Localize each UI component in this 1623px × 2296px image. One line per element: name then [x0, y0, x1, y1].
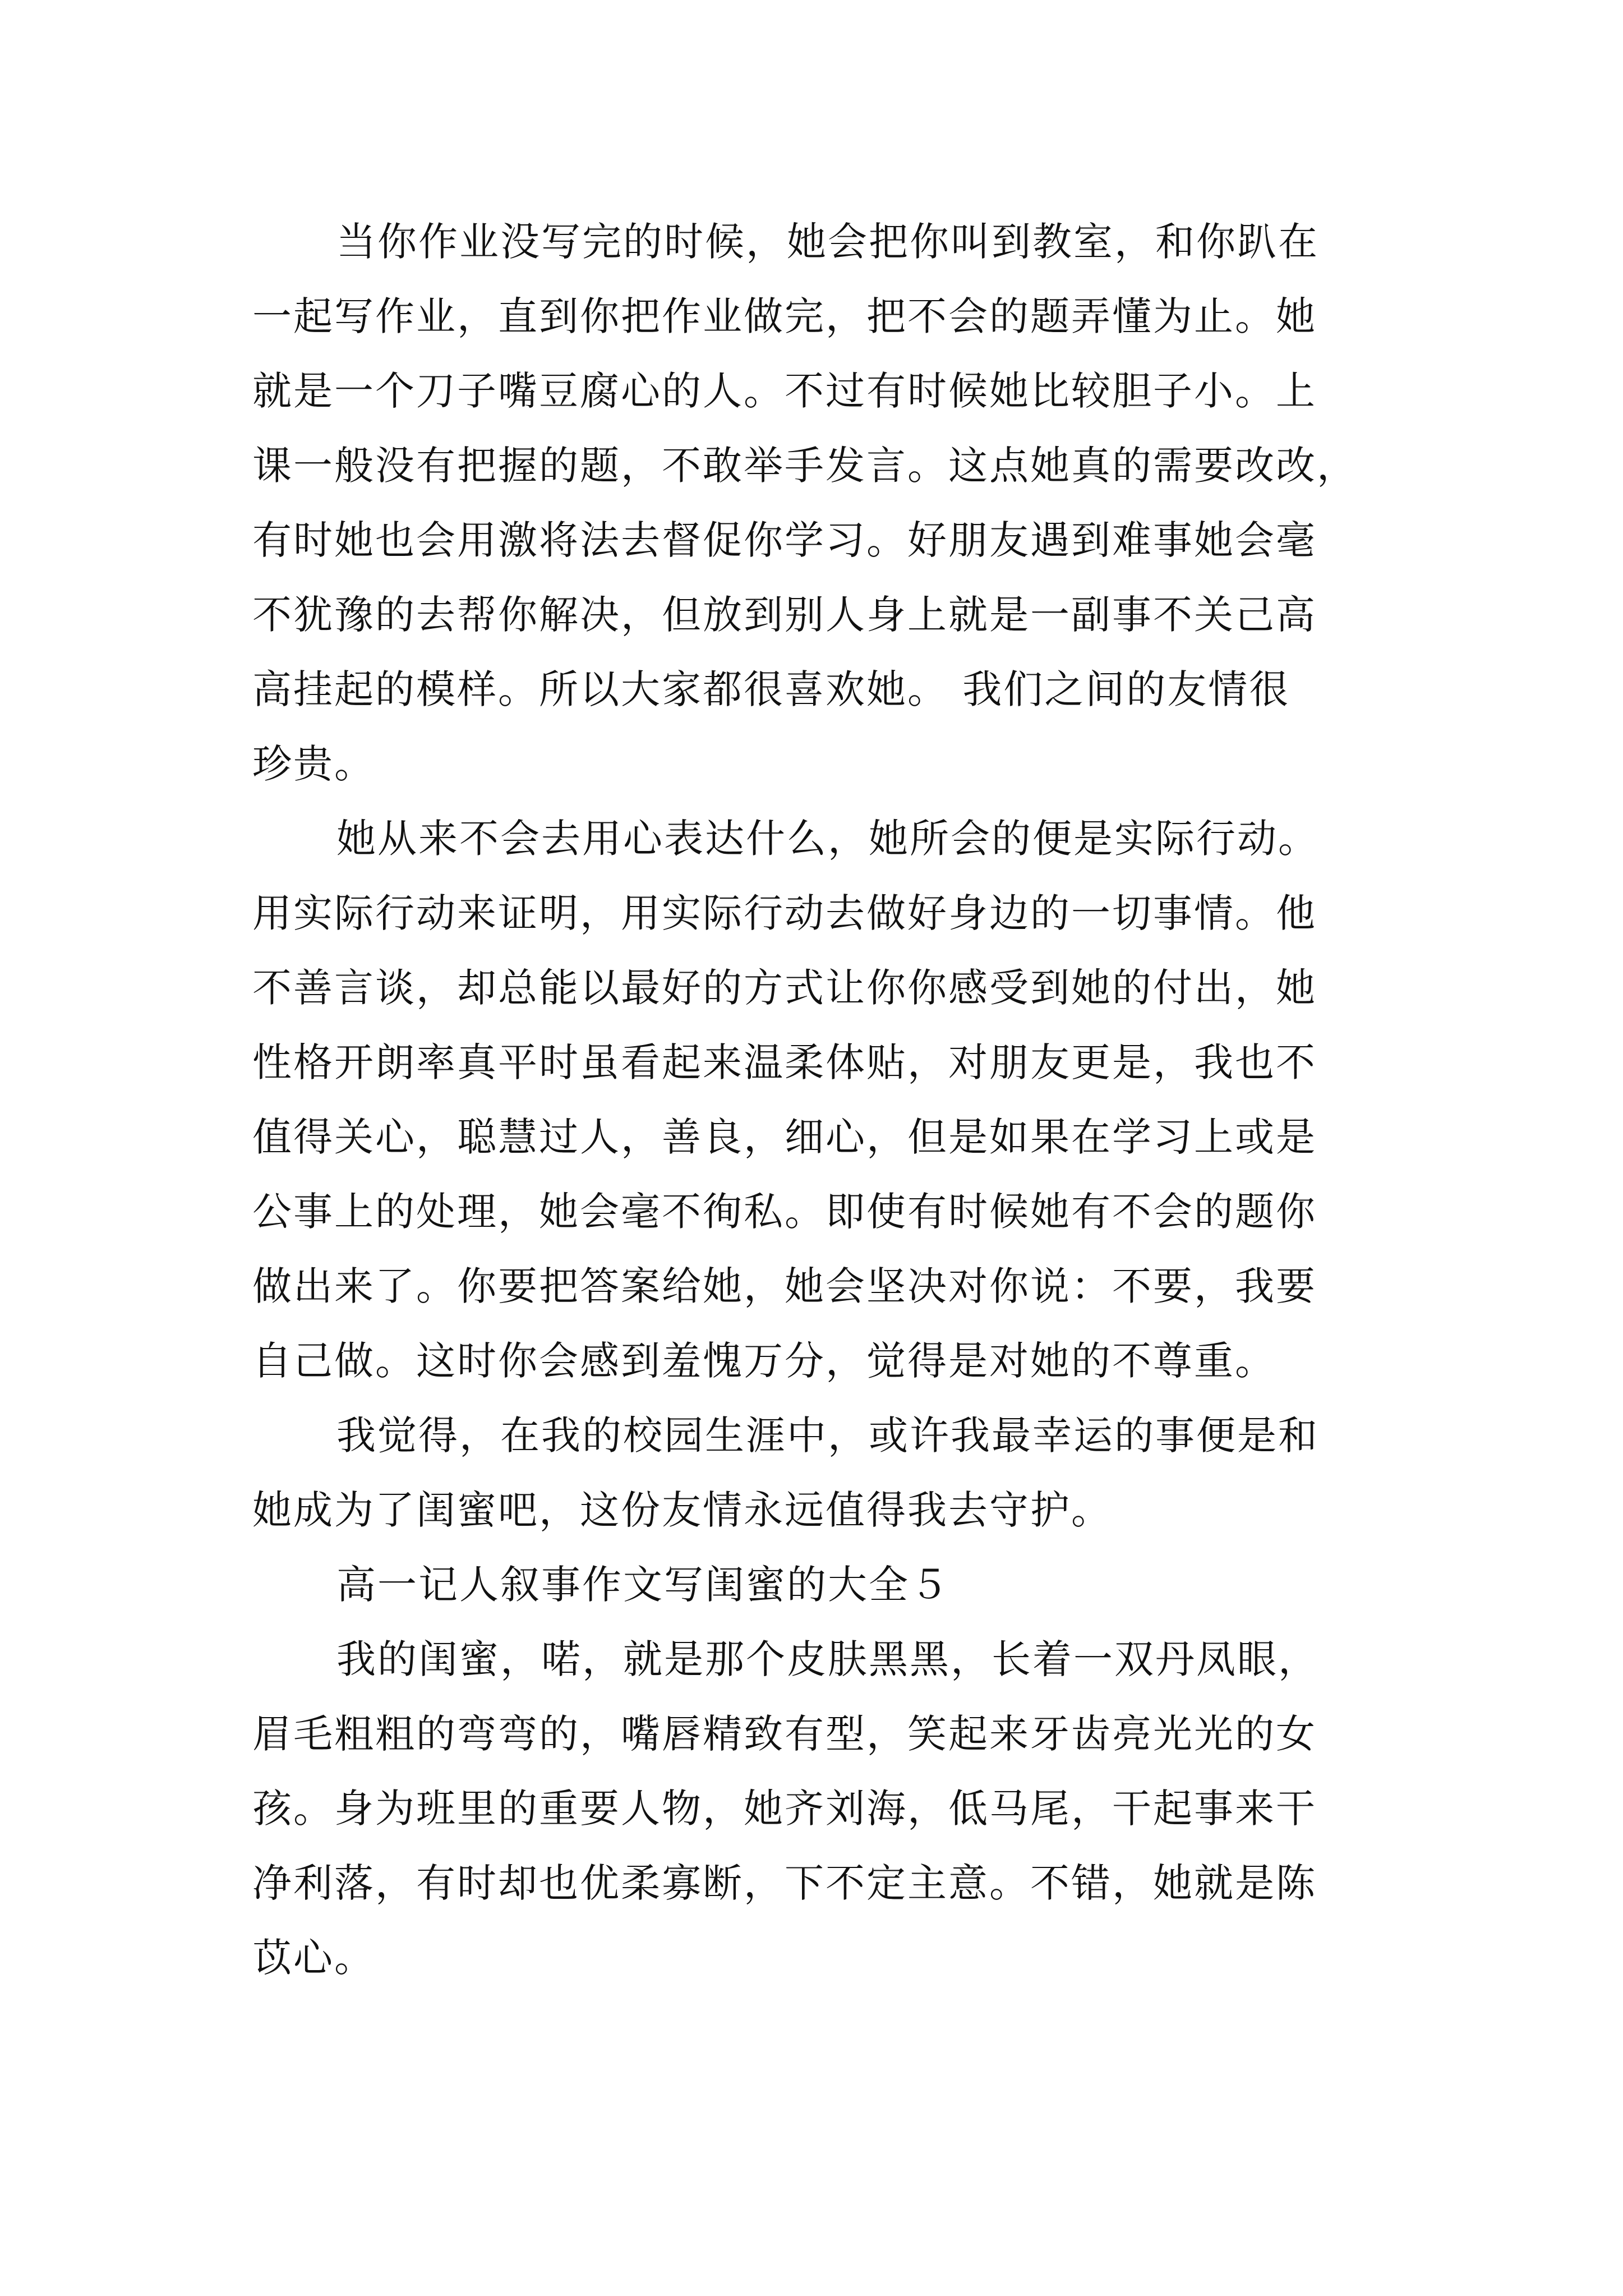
text-line: 有时她也会用激将法去督促你学习。好朋友遇到难事她会毫	[252, 517, 1317, 563]
text-line: 珍贵。	[252, 741, 375, 787]
text-line: 我觉得，在我的校园生涯中，或许我最幸运的事便是和	[336, 1412, 1319, 1458]
text-line: 她从来不会去用心表达什么，她所会的便是实际行动。	[336, 816, 1319, 862]
text-line: 就是一个刀子嘴豆腐心的人。不过有时候她比较胆子小。上	[252, 368, 1317, 414]
section-heading	[252, 1548, 1385, 1622]
paragraph	[252, 802, 1385, 1398]
text-line: 高挂起的模样。所以大家都很喜欢她。 我们之间的友情很	[252, 666, 1290, 712]
paragraph	[252, 1622, 1385, 1995]
text-line: 值得关心，聪慧过人，善良，细心，但是如果在学习上或是	[252, 1114, 1317, 1160]
text-line: 性格开朗率真平时虽看起来温柔体贴，对朋友更是，我也不	[252, 1039, 1317, 1085]
text-line: 她成为了闺蜜吧，这份友情永远值得我去守护。	[252, 1487, 1112, 1533]
text-line: 孩。身为班里的重要人物，她齐刘海，低马尾，干起事来干	[252, 1786, 1317, 1832]
heading-text: 高一记人叙事作文写闺蜜的大全５	[336, 1562, 951, 1608]
text-line: 当你作业没写完的时候，她会把你叫到教室，和你趴在	[336, 219, 1319, 265]
text-line: 课一般没有把握的题，不敢举手发言。这点她真的需要改改，	[252, 443, 1358, 489]
text-line: 用实际行动来证明，用实际行动去做好身边的一切事情。他	[252, 890, 1317, 936]
text-line: 眉毛粗粗的弯弯的，嘴唇精致有型，笑起来牙齿亮光光的女	[252, 1711, 1317, 1757]
text-line: 不善言谈，却总能以最好的方式让你你感受到她的付出，她	[252, 965, 1317, 1011]
text-line: 公事上的处理，她会毫不徇私。即使有时候她有不会的题你	[252, 1189, 1317, 1235]
text-line: 做出来了。你要把答案给她，她会坚决对你说：不要，我要	[252, 1263, 1317, 1309]
text-line: 苡心。	[252, 1935, 375, 1981]
text-line: 一起写作业，直到你把作业做完，把不会的题弄懂为止。她	[252, 293, 1317, 339]
text-line: 不犹豫的去帮你解决，但放到别人身上就是一副事不关己高	[252, 592, 1317, 638]
document-body	[252, 205, 1385, 1995]
paragraph	[252, 1398, 1385, 1548]
text-line: 自己做。这时你会感到羞愧万分，觉得是对她的不尊重。	[252, 1338, 1276, 1384]
text-line: 净利落，有时却也优柔寡断，下不定主意。不错，她就是陈	[252, 1860, 1317, 1906]
paragraph	[252, 205, 1385, 802]
text-line: 我的闺蜜，喏，就是那个皮肤黑黑，长着一双丹凤眼，	[336, 1636, 1319, 1682]
